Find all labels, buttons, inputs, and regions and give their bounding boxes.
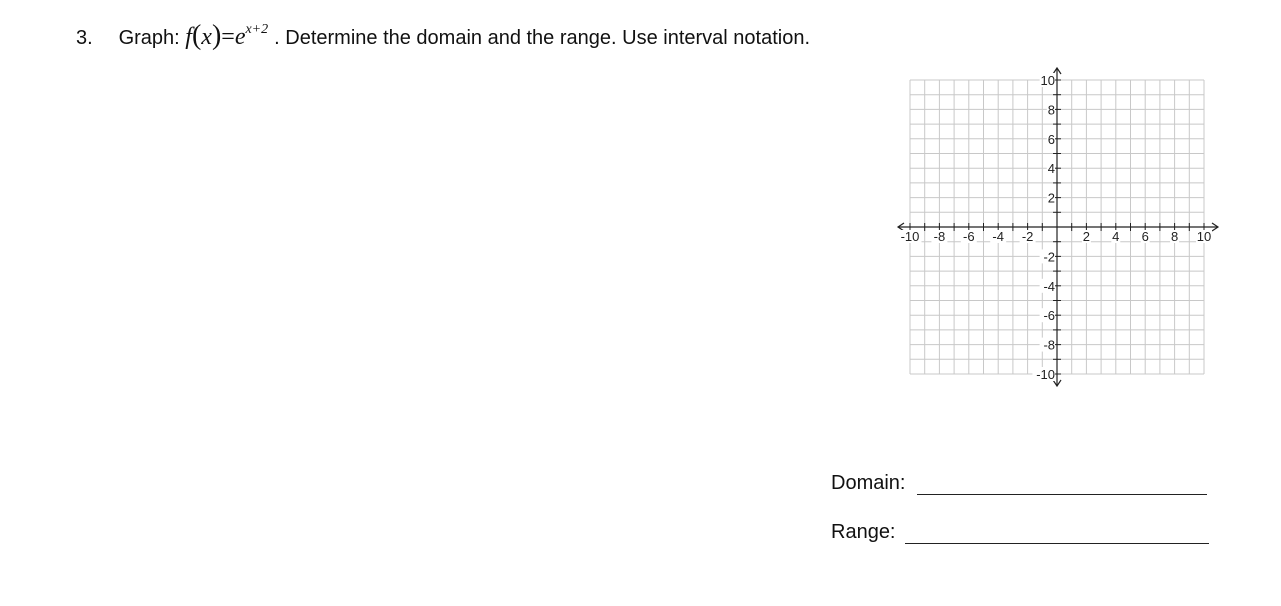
y-tick-label: -8 [1043, 337, 1055, 353]
question-text [76, 18, 810, 52]
x-tick-label: 4 [1112, 229, 1120, 244]
domain-row [831, 471, 1207, 495]
grid-svg[interactable] [890, 62, 1230, 402]
coordinate-grid[interactable] [890, 62, 1230, 402]
y-tick-label: 4 [1047, 161, 1055, 177]
range-row [831, 520, 1209, 544]
y-tick-label: -4 [1043, 278, 1055, 294]
equals-sign: = [221, 24, 235, 50]
y-tick-label: -6 [1043, 308, 1055, 324]
function-variable: x [201, 24, 212, 50]
domain-answer-line[interactable] [917, 472, 1207, 495]
y-tick-label: 2 [1047, 190, 1055, 206]
x-tick-label: -10 [900, 229, 920, 244]
function-expression: $f(x)=e^{x+2}$ [185, 20, 269, 51]
question-instruction: . Determine the domain and the range. Use interval notation. [274, 27, 811, 49]
x-tick-label: 8 [1170, 229, 1179, 244]
range-answer-line[interactable] [905, 521, 1209, 544]
x-tick-label: -8 [933, 229, 946, 244]
y-tick-label: 8 [1047, 102, 1055, 118]
y-tick-label: -2 [1043, 249, 1055, 265]
x-tick-label: 6 [1141, 229, 1149, 244]
domain-label: Domain: [831, 472, 906, 494]
x-tick-label: 10 [1196, 229, 1212, 244]
question-lead: Graph: [118, 27, 180, 49]
x-tick-label: -6 [963, 229, 975, 244]
y-tick-label: 10 [1040, 73, 1055, 88]
x-tick-label: 2 [1082, 229, 1091, 244]
question-number: 3. [76, 27, 93, 49]
x-tick-label: -2 [1021, 229, 1034, 244]
function-name: f [185, 24, 192, 50]
x-tick-label: -4 [992, 229, 1004, 244]
y-tick-label: -10 [1036, 367, 1055, 382]
range-label: Range: [831, 521, 896, 543]
exponent: x+2 [245, 22, 269, 37]
y-tick-label: 6 [1047, 131, 1055, 147]
exponential-base: e [234, 24, 246, 50]
